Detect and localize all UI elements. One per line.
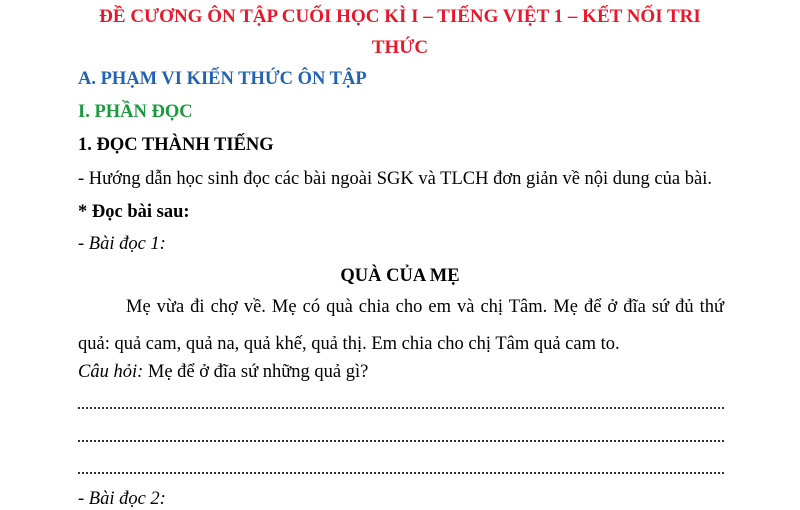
section-i-heading: I. PHẦN ĐỌC	[78, 102, 193, 122]
reading-1-label: - Bài đọc 1:	[78, 234, 166, 254]
question-line	[78, 362, 368, 383]
document-title-line-2: THỨC	[371, 37, 429, 58]
document-title-line-1: ĐỀ CƯƠNG ÔN TẬP CUỐI HỌC KÌ I – TIẾNG VIỆT 1 – KẾT NỐI TRI	[99, 6, 701, 27]
story-title: QUÀ CỦA MẸ	[340, 266, 460, 286]
answer-dotted-line-3	[78, 470, 724, 474]
story-body: Mẹ vừa đi chợ về. Mẹ có quà chia cho em và chị Tâm. Mẹ để ở đĩa sứ đủ thứ quả: quả cam, quả na, quả khế, quả thị. Em chia cho chị Tâm quả cam to.	[78, 297, 724, 354]
answer-dotted-line-2	[78, 438, 724, 442]
read-following-label: * Đọc bài sau:	[78, 202, 190, 222]
subsection-reading-aloud-heading: 1. ĐỌC THÀNH TIẾNG	[78, 135, 274, 155]
reading-2-label: - Bài đọc 2:	[78, 489, 166, 509]
instruction-text: - Hướng dẫn học sinh đọc các bài ngoài SGK và TLCH đơn giản về nội dung của bài.	[78, 169, 712, 189]
question-text: Mẹ để ở đĩa sứ những quả gì?	[143, 362, 369, 382]
question-label: Câu hỏi:	[78, 362, 144, 382]
answer-dotted-line-1	[78, 405, 724, 409]
section-a-heading: A. PHẠM VI KIẾN THỨC ÔN TẬP	[78, 69, 367, 89]
